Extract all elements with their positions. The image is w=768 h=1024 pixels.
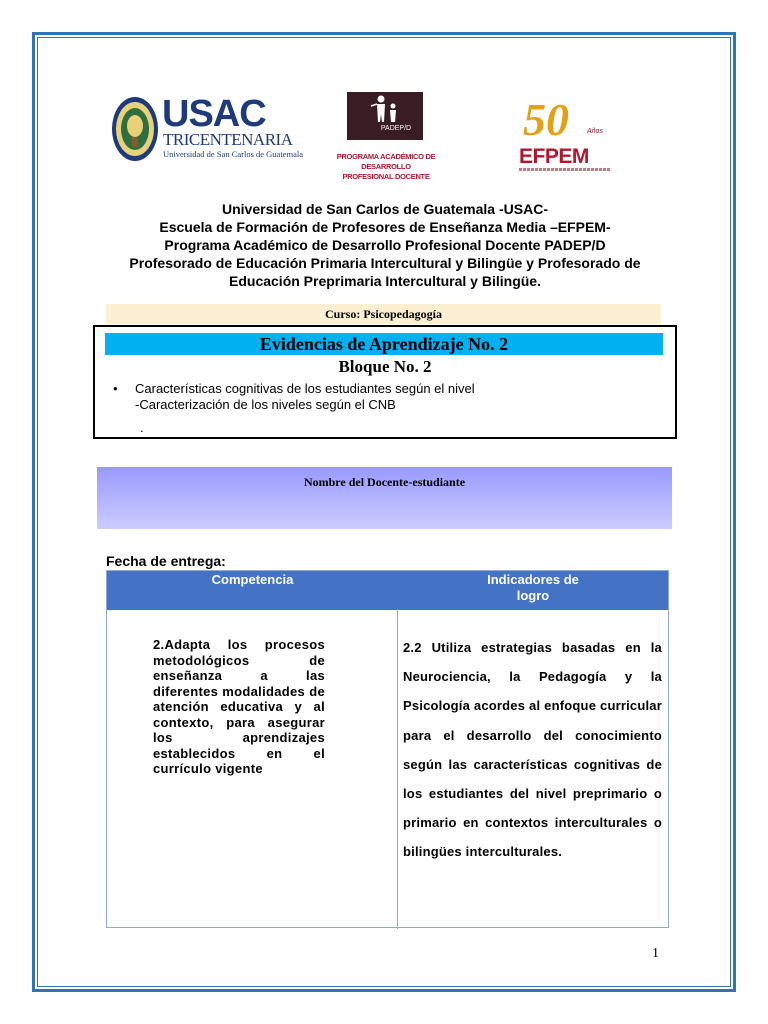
header-line: Profesorado de Educación Primaria Intercultural y Bilingüe y Profesorado de: [129, 255, 641, 271]
efpem-tagline: [519, 168, 611, 171]
topic-list: [113, 381, 475, 413]
empty-bullet: .: [140, 420, 144, 435]
padep-caption: PROGRAMA ACADÉMICO DE DESARROLLO PROFESIONAL DOCENTE: [336, 152, 436, 181]
family-icon: [347, 92, 423, 126]
topic-item: Características cognitivas de los estudiantes según el nivel: [135, 381, 475, 396]
indicadores-header-line: logro: [516, 588, 550, 603]
competencia-header: Competencia: [107, 571, 398, 610]
block-title: Bloque No. 2: [338, 357, 432, 376]
indicadores-header-line: Indicadores de: [487, 572, 579, 587]
topic-subitem: -Caracterización de los niveles según el CNB: [135, 397, 396, 412]
usac-wordmark: USAC: [162, 93, 266, 135]
header-line: Universidad de San Carlos de Guatemala -USAC-: [222, 201, 548, 217]
usac-seal-icon: [110, 93, 160, 165]
indicador-cell: 2.2 Utiliza estrategias basadas en la Neurociencia, la Pedagogía y la Psicología acordes al enfoque curricular para el desarrollo del conocimiento según las características cognitivas de los estudiantes del nivel preprimario o primario en contextos interculturales o bilingües interculturales.: [403, 640, 662, 860]
student-name-label: Nombre del Docente-estudiante: [303, 475, 466, 489]
header-line: Programa Académico de Desarrollo Profesional Docente PADEP/D: [164, 237, 606, 253]
header-line: Escuela de Formación de Profesores de Enseñanza Media –EFPEM-: [159, 219, 611, 235]
usac-tricentenaria: TRICENTENARIA: [163, 130, 293, 149]
efpem-50: 50: [523, 94, 569, 145]
student-name-field[interactable]: [97, 467, 672, 529]
padep-emblem: [347, 92, 423, 140]
page-number: 1: [652, 946, 659, 961]
competency-table: [106, 570, 669, 928]
efpem-wordmark: EFPEM: [519, 145, 589, 168]
usac-university-name: Universidad de San Carlos de Guatemala: [163, 149, 303, 159]
header-line: Educación Preprimaria Intercultural y Bilingüe.: [229, 273, 541, 289]
padep-logo: [336, 92, 436, 181]
usac-logo: [110, 93, 303, 169]
evidence-box: [93, 325, 677, 439]
indicadores-header: [398, 571, 668, 610]
padep-label: PADEP/D: [380, 125, 412, 132]
column-divider: [397, 609, 398, 929]
competencia-cell: 2.Adapta los procesos metodológicos de enseñanza a las diferentes modalidades de atención educativa y al contexto, para asegurar los aprendizajes establecidos en el currículo vigente: [153, 637, 325, 776]
efpem-anos: Años: [587, 128, 603, 135]
bullet-icon: •: [113, 381, 118, 396]
efpem-logo: [515, 94, 615, 180]
evidence-title: Evidencias de Aprendizaje No. 2: [105, 333, 663, 355]
delivery-date-label: Fecha de entrega:: [106, 553, 226, 569]
course-bar: Curso: Psicopedagogía: [106, 304, 661, 324]
institution-header: [95, 200, 675, 290]
